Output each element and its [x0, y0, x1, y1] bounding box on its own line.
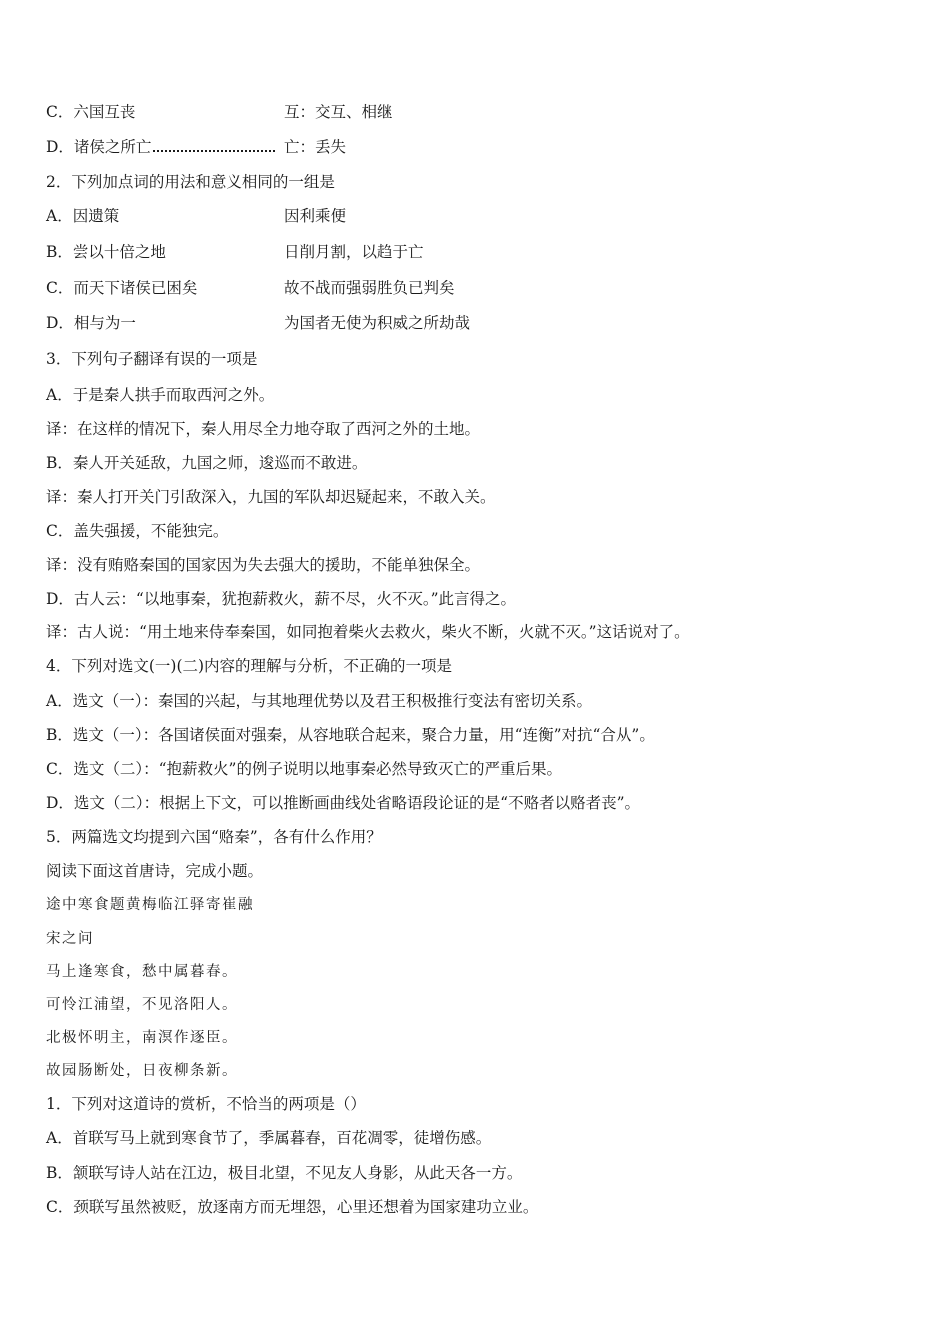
q2-option-b-right: 日削月割，以趋于亡: [284, 243, 424, 261]
q2-option-a: [46, 206, 930, 226]
q2-option-b: [46, 242, 930, 262]
q2-option-c-left: C．而天下诸侯已困矣: [46, 279, 198, 297]
q3-option-a: A．于是秦人拱手而取西河之外。: [46, 386, 275, 404]
pq1-option-a: A．首联写马上就到寒食节了，季属暮春，百花凋零，徒增伤感。: [46, 1129, 492, 1147]
poem-intro: 阅读下面这首唐诗，完成小题。: [46, 862, 264, 880]
q2-stem: 2．下列加点词的用法和意义相同的一组是: [46, 173, 335, 191]
poem-line-1: 马上逢寒食，愁中属暮春。: [46, 964, 238, 980]
pq1-option-c: C．颈联写虽然被贬，放逐南方而无埋怨，心里还想着为国家建功立业。: [46, 1198, 539, 1216]
q1-option-c-gloss: 互：交互、相继: [284, 103, 393, 121]
poem-line-2: 可怜江浦望，不见洛阳人。: [46, 997, 238, 1013]
q3-option-b: B．秦人开关延敌，九国之师，逡巡而不敢进。: [46, 454, 368, 472]
pq1-stem: 1．下列对这道诗的赏析，不恰当的两项是（）: [46, 1095, 366, 1113]
q3-translation-a: 译：在这样的情况下，秦人用尽全力地夺取了西河之外的土地。: [46, 420, 481, 438]
q2-option-b-left: B．尝以十倍之地: [46, 243, 166, 261]
q4-option-b: B．选文（一）：各国诸侯面对强秦，从容地联合起来，聚合力量，用“连衡”对抗“合从”。: [46, 726, 655, 744]
q3-translation-c: 译：没有贿赂秦国的国家因为失去强大的援助，不能单独保全。: [46, 556, 481, 574]
q3-stem: 3．下列句子翻译有误的一项是: [46, 350, 258, 368]
q1-option-d: [46, 137, 930, 157]
poem-line-3: 北极怀明主，南溟作逐臣。: [46, 1030, 238, 1046]
q2-option-d-left: D．相与为一: [46, 314, 136, 332]
q2-option-a-right: 因利乘便: [284, 207, 347, 225]
q4-option-d: D．选文（二）：根据上下文，可以推断画曲线处省略语段论证的是“不赂者以赂者丧”。: [46, 794, 641, 812]
q4-option-c: C．选文（二）：“抱薪救火”的例子说明以地事秦必然导致灭亡的严重后果。: [46, 760, 562, 778]
q5-stem: 5．两篇选文均提到六国“赂秦”，各有什么作用？: [46, 828, 382, 846]
q3-translation-d: 译：古人说：“用土地来侍奉秦国，如同抱着柴火去救火，柴火不断，火就不灭。”这话说对了。: [46, 623, 690, 641]
q1-option-d-label: D．诸侯之所亡: [46, 138, 152, 156]
q3-option-c: C．盖失强援，不能独完。: [46, 522, 229, 540]
q3-option-d: D．古人云：“以地事秦，犹抱薪救火，薪不尽，火不灭。”此言得之。: [46, 590, 517, 608]
q2-option-c-right: 故不战而强弱胜负已判矣: [284, 279, 455, 297]
q2-option-d: [46, 313, 930, 333]
poem-title: 途中寒食题黄梅临江驿寄崔融: [46, 897, 254, 913]
poem-author: 宋之问: [46, 931, 94, 947]
poem-line-4: 故园肠断处，日夜柳条新。: [46, 1063, 238, 1079]
q3-translation-b: 译：秦人打开关门引敌深入，九国的军队却迟疑起来，不敢入关。: [46, 488, 496, 506]
q2-option-d-right: 为国者无使为积威之所劫哉: [284, 314, 471, 332]
q1-option-d-gloss: 亡：丢失: [284, 138, 347, 156]
q4-option-a: A．选文（一）：秦国的兴起，与其地理优势以及君王积极推行变法有密切关系。: [46, 692, 592, 710]
q2-option-a-left: A．因遗策: [46, 207, 120, 225]
q1-option-c-label: C．六国互丧: [46, 103, 136, 121]
q4-stem: 4．下列对选文(一)(二)内容的理解与分析，不正确的一项是: [46, 657, 453, 675]
dotted-underline: [153, 138, 275, 152]
pq1-option-b: B．颔联写诗人站在江边，极目北望，不见友人身影，从此天各一方。: [46, 1164, 523, 1182]
q1-option-c: [46, 102, 930, 122]
q2-option-c: [46, 278, 930, 298]
